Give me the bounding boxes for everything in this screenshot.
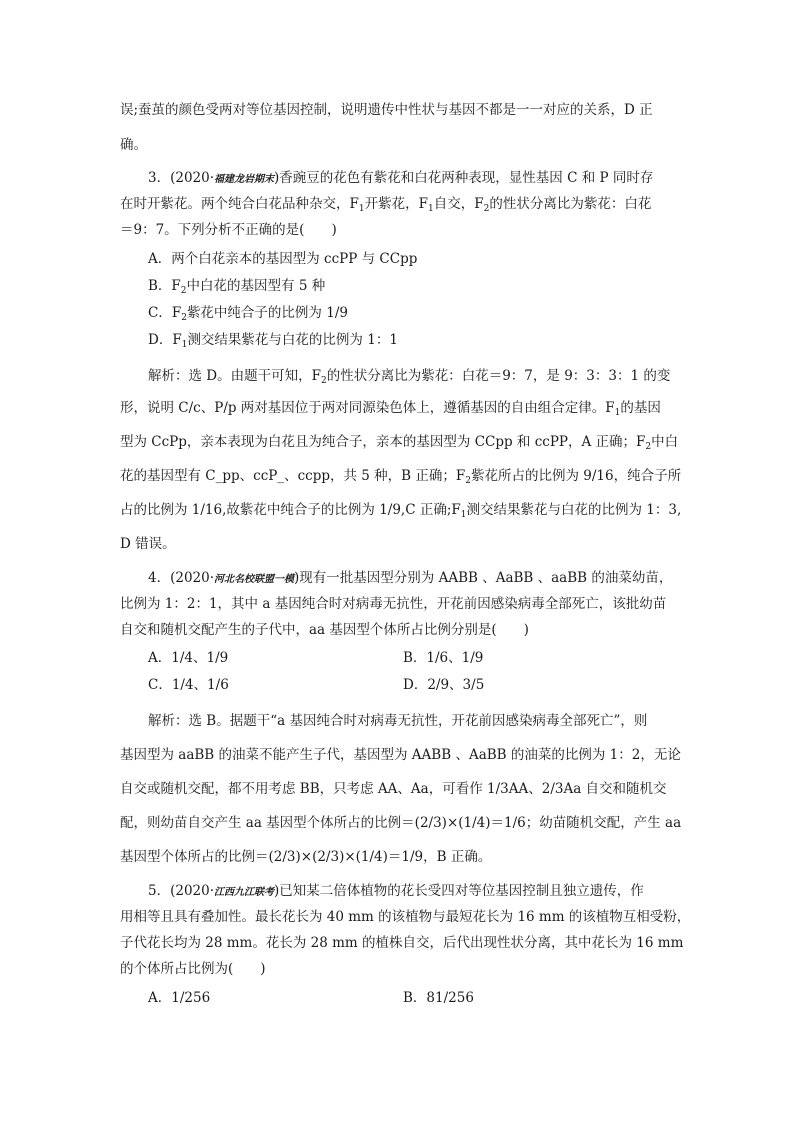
q5-source: 江西九江联考: [214, 887, 275, 898]
q4-analysis-line-1: 解析：选 B。据题干“a 基因纯合时对病毒无抗性，开花前因感染病毒全部死亡”，则: [148, 713, 648, 729]
q5-stem-line-1: 5．(2020·江西九江联考)已知某二倍体植物的花长受四对等位基因控制且独立遗传，作: [148, 883, 644, 899]
q3-option-a: A．两个白花亲本的基因型为 ccPP 与 CCpp: [148, 251, 418, 267]
q5-stem-line-4: 的个体所占比例为( ): [120, 961, 266, 977]
q4-analysis-line-5: 基因型个体所占的比例＝(2/3)×(2/3)×(1/4)＝1/9，B 正确。: [120, 849, 492, 865]
q5-stem-line-2: 用相等且具有叠加性。最长花长为 40 mm 的该植物与最短花长为 16 mm 的该植物互相受粉，: [120, 909, 691, 925]
q4-option-c: C．1/4、1/6: [148, 677, 229, 693]
prev-analysis-line-1: 误;蚕茧的颜色受两对等位基因控制，说明遗传中性状与基因不都是一一对应的关系，D 正: [120, 102, 653, 118]
q3-analysis-line-3: 型为 CcPp，亲本表现为白花且为纯合子，亲本的基因型为 CCpp 和 ccPP，A 正确；$F_2$中白: [120, 434, 679, 452]
q3-analysis-line-6: D 错误。: [120, 536, 176, 552]
q3-analysis-line-1: 解析：选 D。由题干可知，$F_2$的性状分离比为紫花：白花＝9：7，是 9：3：3：1 的变: [148, 368, 671, 386]
q4-source: 河北名校联盟一模: [214, 574, 295, 585]
q4-stem-line-3: 自交和随机交配产生的子代中，aa 基因型个体所占比例分别是( ): [120, 622, 529, 638]
q3-source: 福建龙岩期末: [214, 174, 275, 185]
q4-option-d: D．2/9、3/5: [403, 677, 485, 693]
prev-analysis-line-2: 确。: [120, 137, 147, 153]
q4-stem-line-2: 比例为 1：2：1，其中 a 基因纯合时对病毒无抗性，开花前因感染病毒全部死亡，该批幼苗: [120, 596, 667, 612]
q3-analysis-line-4: 花的基因型有 C_pp、ccP_、ccpp，共 5 种，B 正确；$F_2$紫花所占的比例为 9/16，纯合子所: [120, 468, 682, 486]
q3-option-b: B．$F_2$中白花的基因型有 5 种: [148, 278, 326, 296]
q3-analysis-line-2: 形，说明 C/c、P/p 两对基因位于两对同源染色体上，遵循基因的自由组合定律。$F_1$的基因: [120, 400, 661, 418]
q5-option-a: A．1/256: [148, 990, 211, 1006]
q3-stem-line-1: 3．(2020·福建龙岩期末)香豌豆的花色有紫花和白花两种表现，显性基因 C 和 P 同时存: [148, 170, 654, 186]
q5-option-b: B．81/256: [403, 990, 474, 1006]
q5-stem-line-3: 子代花长均为 28 mm。花长为 28 mm 的植株自交，后代出现性状分离，其中花长为 16 mm: [120, 935, 684, 951]
q3-stem-line-2: 在时开紫花。两个纯合白花品种杂交，$F_1$开紫花，$F_1$自交，$F_2$的性状分离比为紫花：白花: [120, 196, 652, 214]
q4-analysis-line-4: 配，则幼苗自交产生 aa 基因型个体所占的比例＝(2/3)×(1/4)＝1/6；幼苗随机交配，产生 aa: [120, 815, 682, 831]
q4-analysis-line-2: 基因型为 aaBB 的油菜不能产生子代，基因型为 AABB 、AaBB 的油菜的比例为 1：2，无论: [120, 747, 681, 763]
q3-option-d: D．$F_1$测交结果紫花与白花的比例为 1：1: [148, 332, 398, 350]
q4-option-b: B．1/6、1/9: [403, 650, 484, 666]
q4-option-a: A．1/4、1/9: [148, 650, 229, 666]
q4-stem-line-1: 4．(2020·河北名校联盟一模)现有一批基因型分别为 AABB 、AaBB 、aaBB 的油菜幼苗，: [148, 570, 673, 586]
q3-analysis-line-5: 占的比例为 1/16,故紫花中纯合子的比例为 1/9,C 正确$;F_1$测交结果紫花与白花的比例为 1：3,: [120, 502, 682, 520]
q3-stem-line-3: ＝9：7。下列分析不正确的是( ): [120, 222, 337, 238]
q4-analysis-line-3: 自交或随机交配，都不用考虑 BB，只考虑 AA、Aa，可看作 1/3AA、2/3Aa 自交和随机交: [120, 781, 667, 797]
q3-option-c: C．$F_2$紫花中纯合子的比例为 1/9: [148, 305, 348, 323]
